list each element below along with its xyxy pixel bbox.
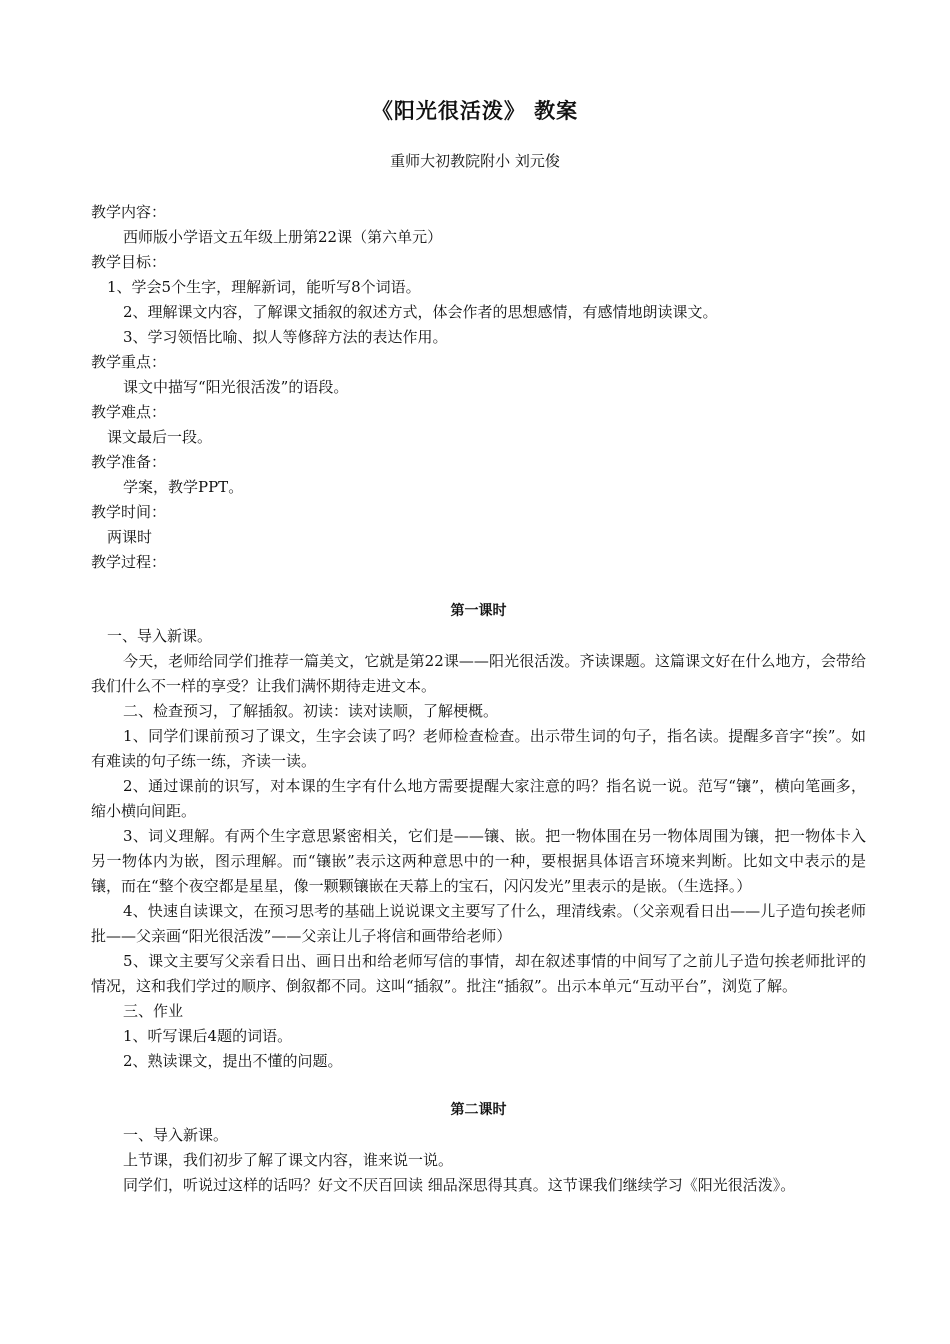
key-label: 教学重点： [91, 353, 167, 371]
spacer [91, 575, 866, 599]
document-title: 《阳光很活泼》 教案 [371, 98, 579, 123]
content-label: 教学内容： [91, 203, 167, 221]
time-label: 教学时间： [91, 503, 167, 521]
lesson-1-paragraph-2: 1、同学们课前预习了课文，生字会读了吗？老师检查检查。出示带生词的句子，指名读。提醒多音字“挨”。如有难读的句子练一练，齐读一读。 [91, 727, 866, 770]
lesson-1-paragraph-1: 今天，老师给同学们推荐一篇美文，它就是第22课——阳光很活泼。齐读课题。这篇课文好在什么地方，会带给我们什么不一样的享受？让我们满怀期待走进文本。 [91, 652, 866, 695]
spacer [91, 1074, 866, 1098]
lesson-1-step-2: 二、检查预习，了解插叙。初读：读对读顺，了解梗概。 [123, 702, 499, 720]
key-text: 课文中描写“阳光很活泼”的语段。 [123, 378, 349, 396]
lesson-1-heading: 第一课时 [450, 603, 507, 619]
homework-1: 1、听写课后4题的词语。 [123, 1027, 293, 1045]
lesson-1-paragraph-3: 2、通过课前的识写，对本课的生字有什么地方需要提醒大家注意的吗？指名说一说。范写“镶”，横向笔画多，缩小横向间距。 [91, 777, 866, 820]
content-text: 西师版小学语文五年级上册第22课（第六单元） [123, 228, 443, 246]
homework-2: 2、熟读课文，提出不懂的问题。 [123, 1052, 343, 1070]
goals-label: 教学目标： [91, 253, 167, 271]
lesson-1-paragraph-5: 4、快速自读课文，在预习思考的基础上说说课文主要写了什么，理清线索。（父亲观看日出——儿子造句挨老师批——父亲画“阳光很活泼”——父亲让儿子将信和画带给老师） [91, 902, 866, 945]
difficulty-text: 课文最后一段。 [107, 428, 213, 446]
author-line: 重师大初教院附小 刘元俊 [390, 152, 560, 170]
lesson-1-step-1: 一、导入新课。 [107, 627, 213, 645]
lesson-2-paragraph-1: 上节课，我们初步了解了课文内容，谁来说一说。 [123, 1151, 454, 1169]
lesson-1-step-3: 三、作业 [123, 1002, 184, 1020]
lesson-1-paragraph-4: 3、词义理解。有两个生字意思紧密相关，它们是——镶、嵌。把一物体围在另一物体周围为镶，把一物体卡入另一物体内为嵌，图示理解。而“镶嵌”表示这两种意思中的一种，要根据具体语言环境来判断。比如文中表示的是镶，而在“整个夜空都是星星，像一颗颗镶嵌在天幕上的宝石，闪闪发光”里表示的是嵌。（生选择。） [91, 827, 866, 895]
goal-3: 3、学习领悟比喻、拟人等修辞方法的表达作用。 [123, 328, 448, 346]
goal-1: 1、学会5个生字，理解新词，能听写8个词语。 [107, 278, 421, 296]
lesson-2-paragraph-2: 同学们，听说过这样的话吗？好文不厌百回读 细品深思得其真。这节课我们继续学习《阳光很活泼》。 [123, 1176, 796, 1194]
time-text: 两课时 [107, 528, 153, 546]
lesson-2-step-1: 一、导入新课。 [123, 1126, 229, 1144]
lesson-1-paragraph-6: 5、课文主要写父亲看日出、画日出和给老师写信的事情，却在叙述事情的中间写了之前儿子造句挨老师批评的情况，这和我们学过的顺序、倒叙都不同。这叫“插叙”。批注“插叙”。出示本单元“互动平台”，浏览了解。 [91, 952, 866, 995]
lesson-2-heading: 第二课时 [450, 1102, 507, 1118]
goal-2: 2、理解课文内容，了解课文插叙的叙述方式，体会作者的思想感情，有感情地朗读课文。 [123, 303, 718, 321]
prep-text: 学案，教学PPT。 [123, 478, 244, 496]
difficulty-label: 教学难点： [91, 403, 167, 421]
process-label: 教学过程： [91, 553, 167, 571]
prep-label: 教学准备： [91, 453, 167, 471]
document-body [91, 200, 866, 1198]
